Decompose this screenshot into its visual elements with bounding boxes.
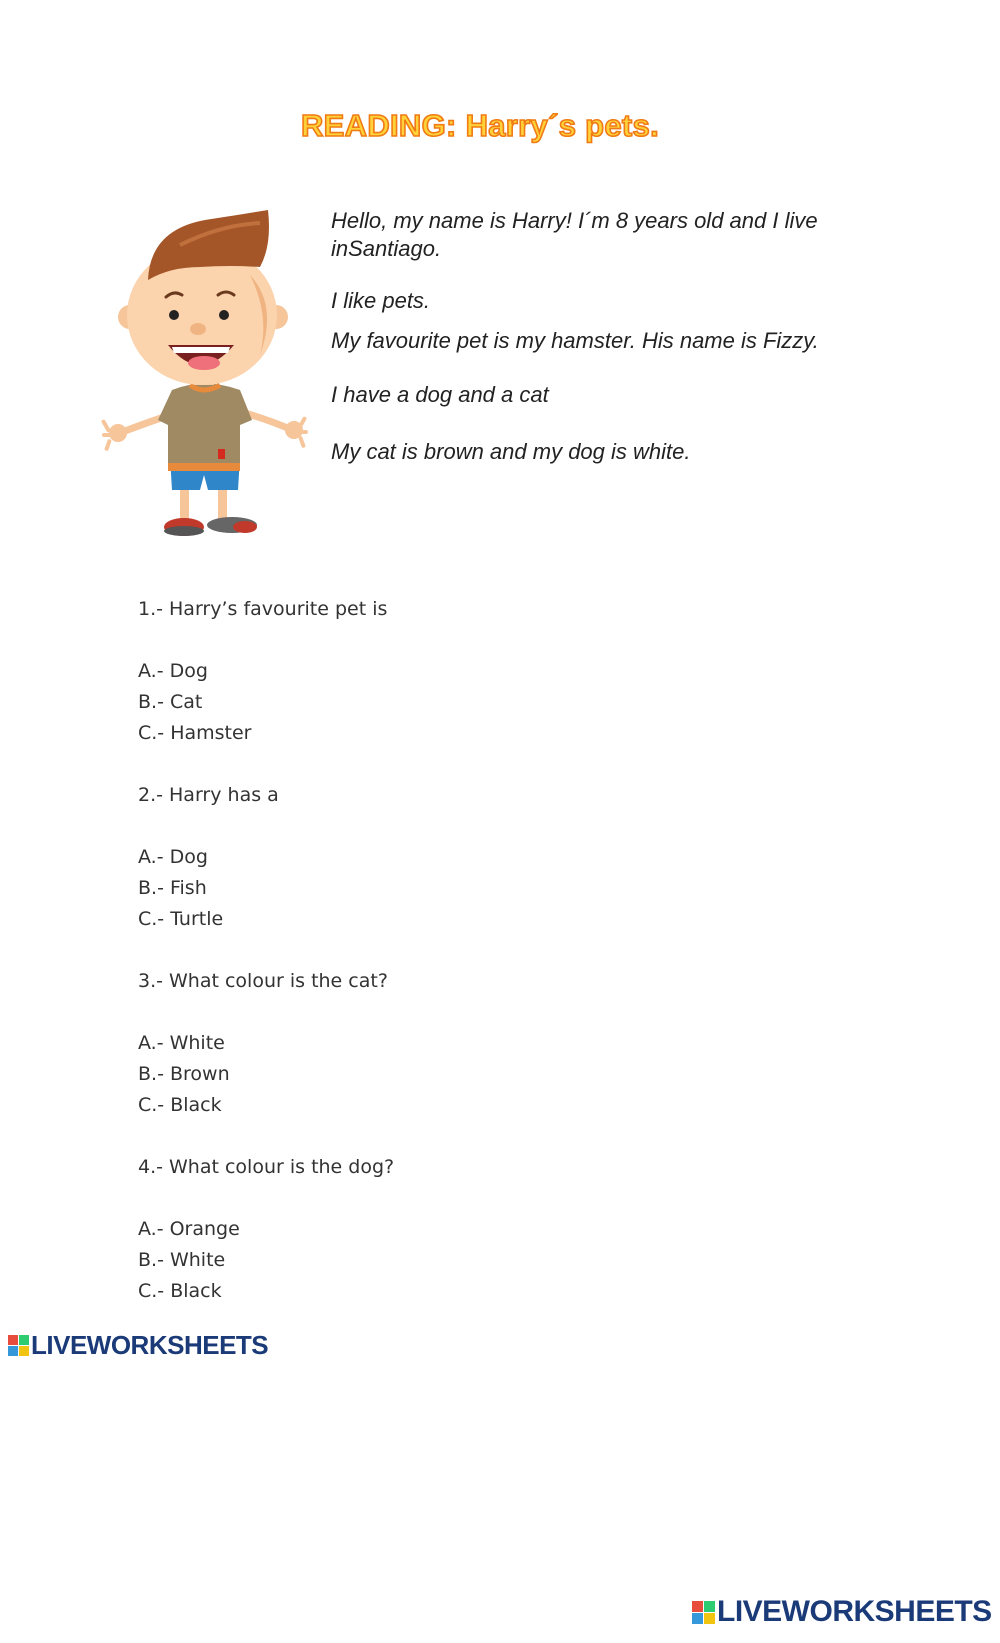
answer-option[interactable]: A.- White <box>138 1032 225 1054</box>
story-paragraph: Hello, my name is Harry! I´m 8 years old and I live inSantiago. <box>331 208 818 261</box>
answer-option[interactable]: B.- White <box>138 1249 226 1271</box>
answer-option[interactable]: B.- Brown <box>138 1063 230 1085</box>
answer-option[interactable]: A.- Dog <box>138 660 208 682</box>
story-paragraph: I like pets. <box>331 288 431 313</box>
story-paragraph: My favourite pet is my hamster. His name is Fizzy. <box>331 328 819 353</box>
answer-option[interactable]: C.- Black <box>138 1094 222 1116</box>
logo-text: LIVEWORKSHEETS <box>717 1595 992 1628</box>
question-prompt: 2.- Harry has a <box>138 784 279 806</box>
question-prompt: 1.- Harry’s favourite pet is <box>138 598 388 620</box>
answer-option[interactable]: C.- Turtle <box>138 908 224 930</box>
answer-option[interactable]: C.- Hamster <box>138 722 252 744</box>
logo-text: LIVEWORKSHEETS <box>31 1330 269 1360</box>
story-paragraph: I have a dog and a cat <box>331 382 549 407</box>
answer-option[interactable]: C.- Black <box>138 1280 222 1302</box>
liveworksheets-logo-footer[interactable] <box>692 1595 992 1629</box>
answer-option[interactable]: B.- Cat <box>138 691 203 713</box>
answer-option[interactable]: A.- Dog <box>138 846 208 868</box>
boy-illustration <box>100 205 310 575</box>
logo-mark-icon <box>8 1335 29 1356</box>
story-paragraph: My cat is brown and my dog is white. <box>331 439 691 464</box>
liveworksheets-logo[interactable] <box>8 1330 268 1361</box>
answer-option[interactable]: B.- Fish <box>138 877 207 899</box>
question-prompt: 3.- What colour is the cat? <box>138 970 388 992</box>
question-prompt: 4.- What colour is the dog? <box>138 1156 395 1178</box>
logo-mark-icon <box>692 1601 715 1624</box>
answer-option[interactable]: A.- Orange <box>138 1218 240 1240</box>
worksheet-title: READING: Harry´s pets. <box>300 108 659 143</box>
